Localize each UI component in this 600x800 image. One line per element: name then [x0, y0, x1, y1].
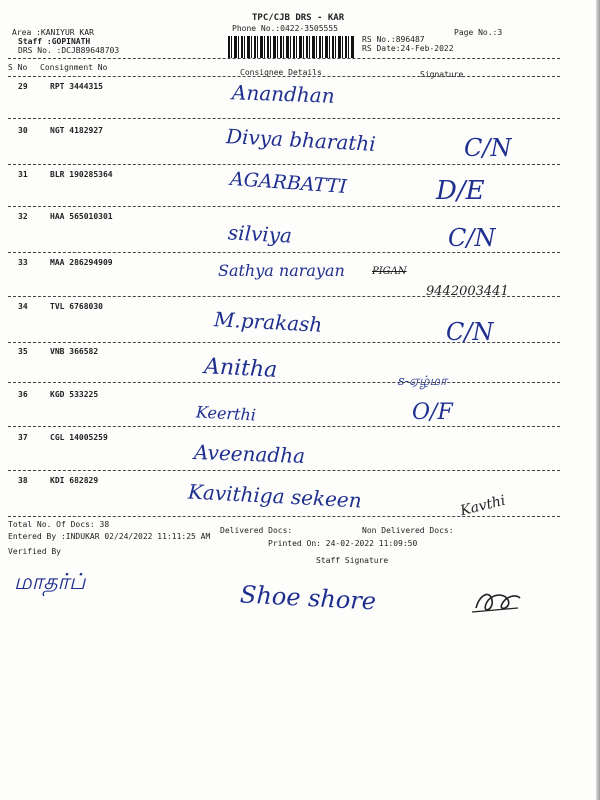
row-consignment-no: BLR 190285364	[50, 170, 113, 179]
scan-edge	[596, 0, 600, 800]
row-sno: 30	[18, 126, 28, 135]
row-consignee-name: silviya	[227, 220, 293, 248]
entered-by: Entered By :INDUKAR 02/24/2022 11:11:25 AM	[8, 532, 211, 541]
row-consignee-name: Kavithiga sekeen	[187, 479, 363, 513]
column-header-consignment: Consignment No	[40, 63, 108, 72]
row-divider	[8, 426, 560, 427]
row-sno: 29	[18, 82, 28, 91]
verified-by-handwriting: மாதர்ப்	[14, 570, 86, 595]
row-signature: s-ஏழ்மா	[398, 374, 447, 389]
row-signature: O/F	[412, 400, 453, 425]
row-consignee-name: Divya bharathi	[225, 124, 377, 156]
row-divider	[8, 252, 560, 253]
row-divider	[8, 516, 560, 517]
column-header-divider	[8, 76, 560, 77]
row-divider	[8, 470, 560, 471]
printed-on: Printed On: 24-02-2022 11:09:50	[268, 539, 418, 548]
column-header-consignee: Consignee Details	[240, 68, 322, 77]
row-consignee-name: Sathya narayan	[218, 261, 345, 280]
row-consignment-no: VNB 366582	[50, 347, 99, 356]
row-signature: C/N	[446, 318, 494, 346]
page-number: Page No.:3	[454, 28, 503, 37]
row-consignee-name: Keerthi	[195, 402, 257, 425]
row-sno: 38	[18, 476, 28, 485]
column-header-sno: S No	[8, 63, 28, 72]
drs-number: DRS No. :DCJB89648703	[18, 46, 120, 55]
staff-signature-handwriting: Shoe shore	[239, 580, 377, 616]
row-sno: 31	[18, 170, 28, 179]
row-consignment-no: TVL 6768030	[50, 302, 103, 311]
row-consignment-no: MAA 286294909	[50, 258, 113, 267]
rs-number: RS No.:896487	[362, 35, 425, 44]
rs-date: RS Date:24-Feb-2022	[362, 44, 454, 53]
row-signature: C/N	[464, 134, 512, 162]
row-consignee-name: AGARBATTI	[229, 167, 348, 199]
row-divider	[8, 164, 560, 165]
column-header-signature: Signature	[420, 70, 464, 79]
row-signature: 9442003441	[426, 284, 509, 299]
row-divider	[8, 296, 560, 297]
row-signature: C/N	[448, 224, 496, 252]
non-delivered-docs: Non Delivered Docs:	[362, 526, 454, 535]
row-consignment-no: HAA 565010301	[50, 212, 113, 221]
row-divider	[8, 206, 560, 207]
row-signature: Kavthi	[458, 492, 508, 520]
row-sno: 32	[18, 212, 28, 221]
staff-field: Staff :GOPINATH	[18, 37, 91, 46]
row-consignee-name: Anandhan	[231, 80, 336, 108]
row-consignment-no: KDI 682829	[50, 476, 99, 485]
row-divider	[8, 118, 560, 119]
row-sno: 37	[18, 433, 28, 442]
row-consignee-name: Anitha	[203, 354, 278, 383]
header-divider	[8, 58, 560, 59]
staff-signature-label: Staff Signature	[316, 556, 389, 565]
row-sno: 36	[18, 390, 28, 399]
area-field: Area :KANIYUR KAR	[12, 28, 94, 37]
delivered-docs: Delivered Docs:	[220, 526, 293, 535]
row-consignee-name: M.prakash	[213, 307, 323, 337]
row-divider	[8, 342, 560, 343]
row-sno: 33	[18, 258, 28, 267]
phone-number: Phone No.:0422-3505555	[232, 24, 338, 33]
row-consignee-name: Aveenadha	[193, 440, 306, 468]
row-sno: 35	[18, 347, 28, 356]
staff-signature-scribble	[468, 584, 524, 620]
row-sno: 34	[18, 302, 28, 311]
row-divider	[8, 382, 560, 383]
document-title: TPC/CJB DRS - KAR	[252, 13, 345, 23]
row-consignment-no: CGL 14005259	[50, 433, 108, 442]
row-consignment-no: NGT 4182927	[50, 126, 103, 135]
verified-by-label: Verified By	[8, 547, 61, 556]
row-signature: D/E	[436, 176, 485, 206]
row-signature-strikethrough: PIGAN	[372, 266, 407, 277]
total-docs: Total No. Of Docs: 38	[8, 520, 110, 529]
row-consignment-no: KGD 533225	[50, 390, 99, 399]
row-consignment-no: RPT 3444315	[50, 82, 103, 91]
barcode	[228, 36, 354, 58]
